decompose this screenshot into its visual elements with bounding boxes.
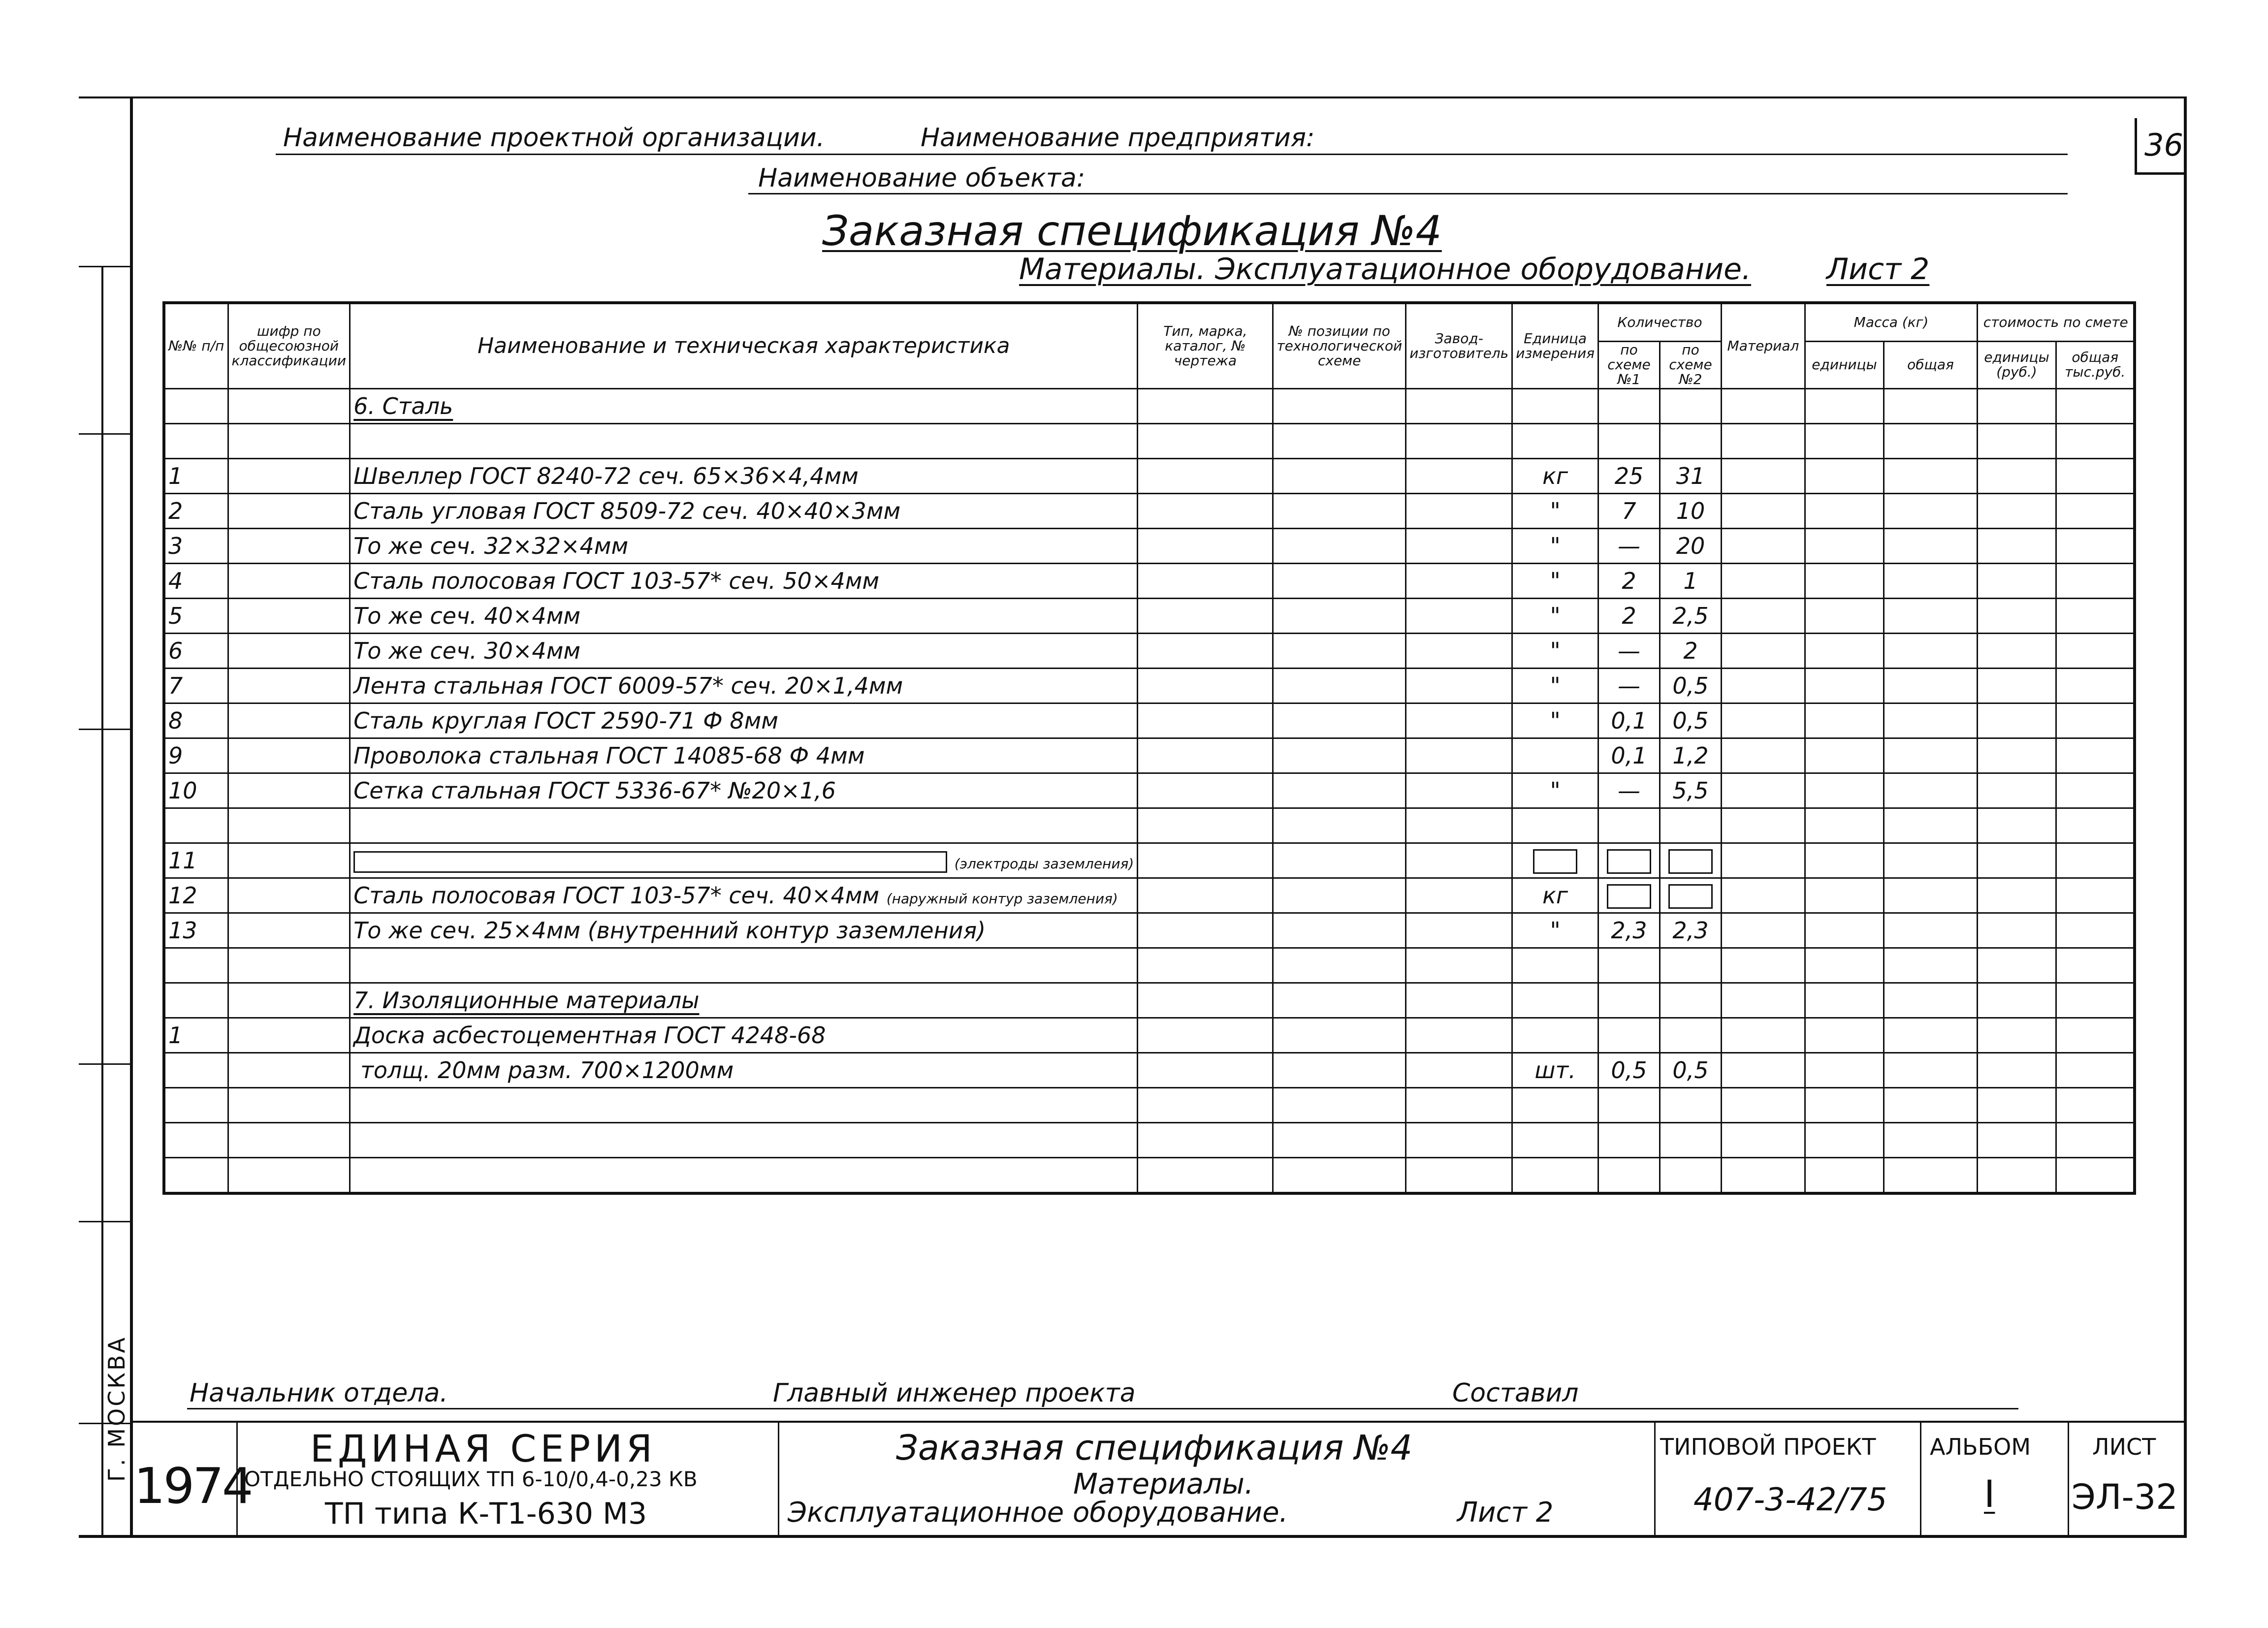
row-note: (электроды заземления) [954,855,1134,872]
header-cost: стоимость по смете [1977,303,2135,341]
row-qty2: 1,2 [1660,738,1721,773]
row-qty1: — [1598,668,1660,703]
series-type: ТП типа К-Т1-630 М3 [325,1497,647,1531]
row-qty2: 20 [1660,528,1721,563]
row-qty2: 10 [1660,493,1721,528]
row-qty1: — [1598,773,1660,808]
header-qty1: по схеме №1 [1598,341,1660,388]
row-number: 2 [164,493,228,528]
row-qty2: 1 [1660,563,1721,598]
row-unit: кг [1512,878,1598,913]
row-name: Сталь полосовая ГОСТ 103-57* сеч. 40×4мм [353,882,880,909]
row-unit: " [1512,493,1598,528]
row-qty1: 0,1 [1598,738,1660,773]
table-row [164,598,2135,633]
doc-subtitle: Материалы. Эксплуатационное оборудование. [1019,252,1752,287]
header-cost-unit: единицы (руб.) [1977,341,2056,388]
header-mass-total: общая [1884,341,1977,388]
row-qty1: — [1598,528,1660,563]
row-number: 13 [164,913,228,948]
enterprise-label: Наименование предприятия: [921,123,1315,153]
empty-row [164,1087,2135,1122]
row-qty1: 25 [1598,458,1660,493]
header-cost-total: общая тыс.руб. [2056,341,2135,388]
header-position: № позиции по технологической схеме [1273,303,1406,388]
row-unit: шт. [1512,1053,1598,1087]
tb-doc-sub2: Эксплуатационное оборудование. [788,1497,1288,1529]
empty-row [164,423,2135,458]
blank-entry-box [353,851,947,873]
tb-doc-sheet: Лист 2 [1457,1497,1554,1529]
compiled-label: Составил [1452,1378,1579,1408]
row-number: 7 [164,668,228,703]
specification-table [162,301,2136,1195]
city-label: Г. МОСКВА [103,1336,130,1482]
row-name: Доска асбестоцементная ГОСТ 4248-68 [350,1018,1138,1053]
section-row [164,983,2135,1018]
tb-divider [1654,1421,1656,1536]
section-6-title: 6. Сталь [353,392,453,419]
table-row [164,563,2135,598]
table-row [164,738,2135,773]
header-num: №№ п/п [164,303,228,388]
header-maker: Завод-изготовитель [1406,303,1512,388]
row-qty2: 0,5 [1660,668,1721,703]
row-name: Проволока стальная ГОСТ 14085-68 Ф 4мм [350,738,1138,773]
header-qty: Количество [1598,303,1721,341]
album-label: АЛЬБОМ [1930,1434,2031,1460]
row-name: Швеллер ГОСТ 8240-72 сеч. 65×36×4,4мм [350,458,1138,493]
row-qty1: 0,5 [1598,1053,1660,1087]
section-7-title: 7. Изоляционные материалы [353,987,700,1014]
row-unit: " [1512,528,1598,563]
header-mass-unit: единицы [1805,341,1884,388]
year-label: 1974 [134,1457,252,1515]
blank-box [1607,884,1651,909]
section-row [164,388,2135,423]
table-row [164,843,2135,878]
row-unit: " [1512,703,1598,738]
tb-doc-title: Заказная спецификация №4 [896,1428,1413,1468]
row-qty2: 0,5 [1660,1053,1721,1087]
chief-engineer-label: Главный инженер проекта [773,1378,1136,1408]
side-strip-tick [79,729,132,730]
row-number: 4 [164,563,228,598]
table-row [164,773,2135,808]
project-number: 407-3-42/75 [1693,1482,1887,1518]
row-name: То же сеч. 32×32×4мм [350,528,1138,563]
project-label: ТИПОВОЙ ПРОЕКТ [1660,1434,1876,1460]
blank-box [1607,849,1651,874]
doc-title: Заказная спецификация №4 [822,207,1442,255]
row-qty1: 2 [1598,598,1660,633]
corner-sheet-number: 36 [2144,127,2183,163]
side-strip-tick [79,433,132,435]
tb-divider [778,1421,779,1536]
blank-box [1668,884,1713,909]
table-row [164,913,2135,948]
table-row [164,633,2135,668]
header-line-1 [276,154,2068,155]
row-qty2: 5,5 [1660,773,1721,808]
empty-row [164,808,2135,843]
header-code: шифр по общесоюзной классификации [228,303,350,388]
empty-row [164,1122,2135,1157]
row-qty1: 2,3 [1598,913,1660,948]
row-name: Сталь полосовая ГОСТ 103-57* сеч. 50×4мм [350,563,1138,598]
row-name: То же сеч. 40×4мм [350,598,1138,633]
series-title: ЕДИНАЯ СЕРИЯ [310,1427,656,1470]
row-name: Сталь угловая ГОСТ 8509-72 сеч. 40×40×3мм [350,493,1138,528]
table-row [164,703,2135,738]
side-strip-tick [79,266,132,267]
header-type: Тип, марка, каталог, № чертежа [1138,303,1273,388]
row-unit: кг [1512,458,1598,493]
row-unit: " [1512,773,1598,808]
header-material: Материал [1721,303,1805,388]
row-number: 12 [164,878,228,913]
org-label: Наименование проектной организации. [283,123,825,153]
row-qty2: 0,5 [1660,703,1721,738]
row-number: 5 [164,598,228,633]
row-name: То же сеч. 30×4мм [350,633,1138,668]
row-qty1: 7 [1598,493,1660,528]
blank-box [1533,849,1577,874]
row-note: (наружный контур заземления) [886,890,1118,907]
doc-sheet-label: Лист 2 [1826,252,1930,287]
album-number: I [1984,1472,1995,1516]
frame-right-border [2184,96,2187,1536]
row-unit: " [1512,668,1598,703]
table-row [164,528,2135,563]
row-unit: " [1512,633,1598,668]
row-name: толщ. 20мм разм. 700×1200мм [350,1053,1138,1087]
row-number: 8 [164,703,228,738]
header-mass: Масса (кг) [1805,303,1977,341]
series-subtitle: ОТДЕЛЬНО СТОЯЩИХ ТП 6-10/0,4-0,23 КВ [244,1467,698,1491]
side-strip-tick [79,1221,132,1222]
sheet-number: ЭЛ-32 [2072,1477,2178,1517]
table-row [164,493,2135,528]
row-number: 1 [164,1018,228,1053]
row-qty2: 2,5 [1660,598,1721,633]
row-qty1: 0,1 [1598,703,1660,738]
row-name: Сталь круглая ГОСТ 2590-71 Ф 8мм [350,703,1138,738]
sheet-label: ЛИСТ [2092,1434,2156,1460]
row-number: 9 [164,738,228,773]
row-qty2: 31 [1660,458,1721,493]
row-unit: " [1512,563,1598,598]
tb-divider [2068,1421,2069,1536]
row-name: Сетка стальная ГОСТ 5336-67* №20×1,6 [350,773,1138,808]
blank-box [1668,849,1713,874]
row-qty2: 2,3 [1660,913,1721,948]
empty-row [164,1157,2135,1193]
table-row [164,878,2135,913]
row-number: 11 [164,843,228,878]
dept-head-label: Начальник отдела. [190,1378,448,1408]
tb-doc-sub1: Материалы. [1073,1467,1254,1500]
row-qty2: 2 [1660,633,1721,668]
frame-bottom-border [79,1535,2187,1538]
row-name: То же сеч. 25×4мм (внутренний контур заземления) [350,913,1138,948]
row-number: 1 [164,458,228,493]
table-row [164,1053,2135,1087]
header-name: Наименование и техническая характеристика [350,303,1138,388]
row-unit: " [1512,913,1598,948]
table-row [164,668,2135,703]
empty-row [164,948,2135,983]
row-name: Лента стальная ГОСТ 6009-57* сеч. 20×1,4мм [350,668,1138,703]
tb-divider [1920,1421,1921,1536]
table-row [164,1018,2135,1053]
row-qty1: — [1598,633,1660,668]
header-unit: Единица измерения [1512,303,1598,388]
title-block-top [130,1421,2186,1423]
object-label: Наименование объекта: [758,163,1086,193]
header-qty2: по схеме №2 [1660,341,1721,388]
frame-left-border [130,96,133,1536]
row-unit: " [1512,598,1598,633]
row-unit [1512,738,1598,773]
signature-line [187,1408,2018,1409]
side-strip-tick [79,1063,132,1065]
table-row [164,458,2135,493]
row-qty1: 2 [1598,563,1660,598]
row-number: 10 [164,773,228,808]
row-number: 6 [164,633,228,668]
row-number: 3 [164,528,228,563]
frame-top-border [79,96,2186,98]
header-line-2 [748,193,2068,194]
